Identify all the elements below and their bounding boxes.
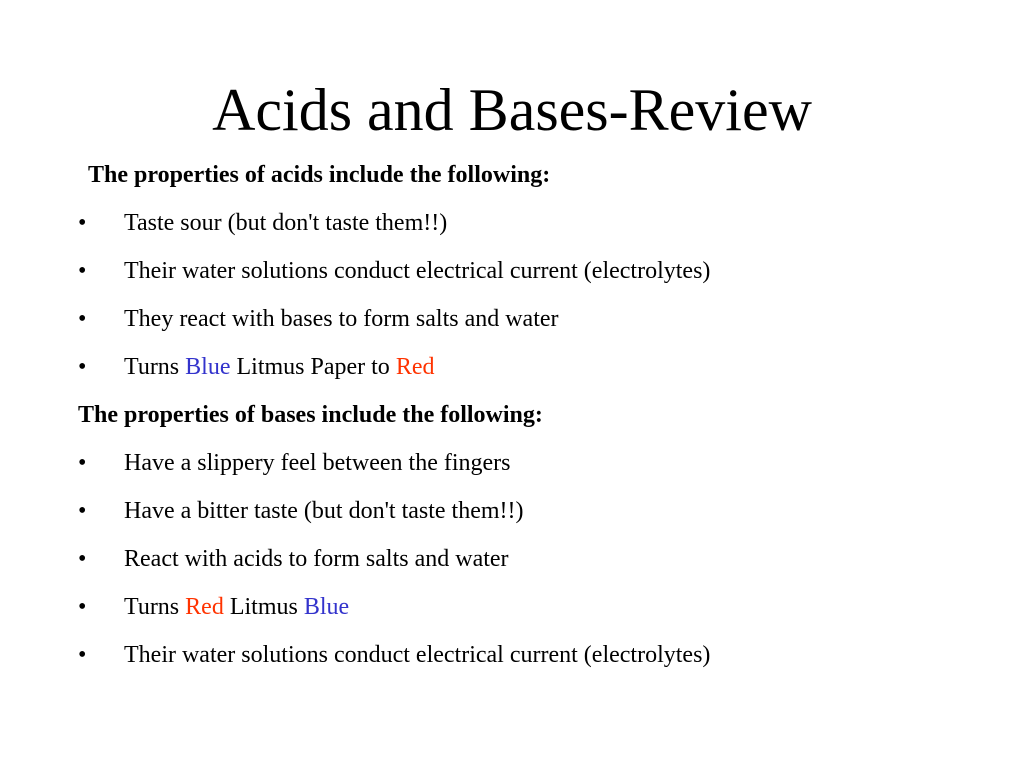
bullet-text: React with acids to form salts and water	[124, 546, 509, 572]
bullet-icon: •	[78, 306, 87, 332]
bullet-icon: •	[78, 594, 87, 620]
bases-bullet	[78, 635, 978, 683]
acids-bullet	[78, 203, 978, 251]
litmus-color-blue: Blue	[303, 594, 350, 620]
bullet-icon: •	[78, 498, 87, 524]
slide-title: Acids and Bases-Review	[212, 77, 812, 143]
litmus-prefix: Turns	[124, 594, 186, 620]
acids-bullet	[78, 251, 978, 299]
slide-content	[78, 155, 978, 683]
bullet-text: Have a slippery feel between the fingers	[124, 450, 511, 476]
bullet-text: They react with bases to form salts and water	[124, 306, 559, 332]
bullet-icon: •	[78, 258, 87, 284]
litmus-middle: Litmus Paper to	[230, 354, 396, 380]
bases-heading: The properties of bases include the following:	[78, 402, 543, 428]
bases-litmus-bullet	[78, 587, 978, 635]
bullet-text: Their water solutions conduct electrical current (electrolytes)	[124, 258, 711, 284]
bullet-text: Their water solutions conduct electrical current (electrolytes)	[124, 642, 711, 668]
litmus-color-red: Red	[395, 354, 435, 380]
acids-litmus-bullet	[78, 347, 978, 395]
bullet-icon: •	[78, 642, 87, 668]
litmus-color-blue: Blue	[185, 354, 231, 380]
acids-bullet	[78, 299, 978, 347]
bullet-text	[124, 587, 349, 627]
bullet-icon: •	[78, 450, 87, 476]
acids-heading: The properties of acids include the following:	[88, 162, 551, 188]
litmus-prefix: Turns	[124, 354, 186, 380]
bullet-icon: •	[78, 210, 87, 236]
litmus-color-red: Red	[185, 594, 224, 620]
bullet-text: Taste sour (but don't taste them!!)	[124, 210, 448, 236]
bases-bullet	[78, 443, 978, 491]
bullet-text	[124, 347, 434, 387]
bullet-text: Have a bitter taste (but don't taste them!!)	[124, 498, 524, 524]
bullet-icon: •	[78, 354, 87, 380]
bases-bullet	[78, 491, 978, 539]
litmus-middle: Litmus	[223, 594, 304, 620]
bases-bullet	[78, 539, 978, 587]
bullet-icon: •	[78, 546, 87, 572]
